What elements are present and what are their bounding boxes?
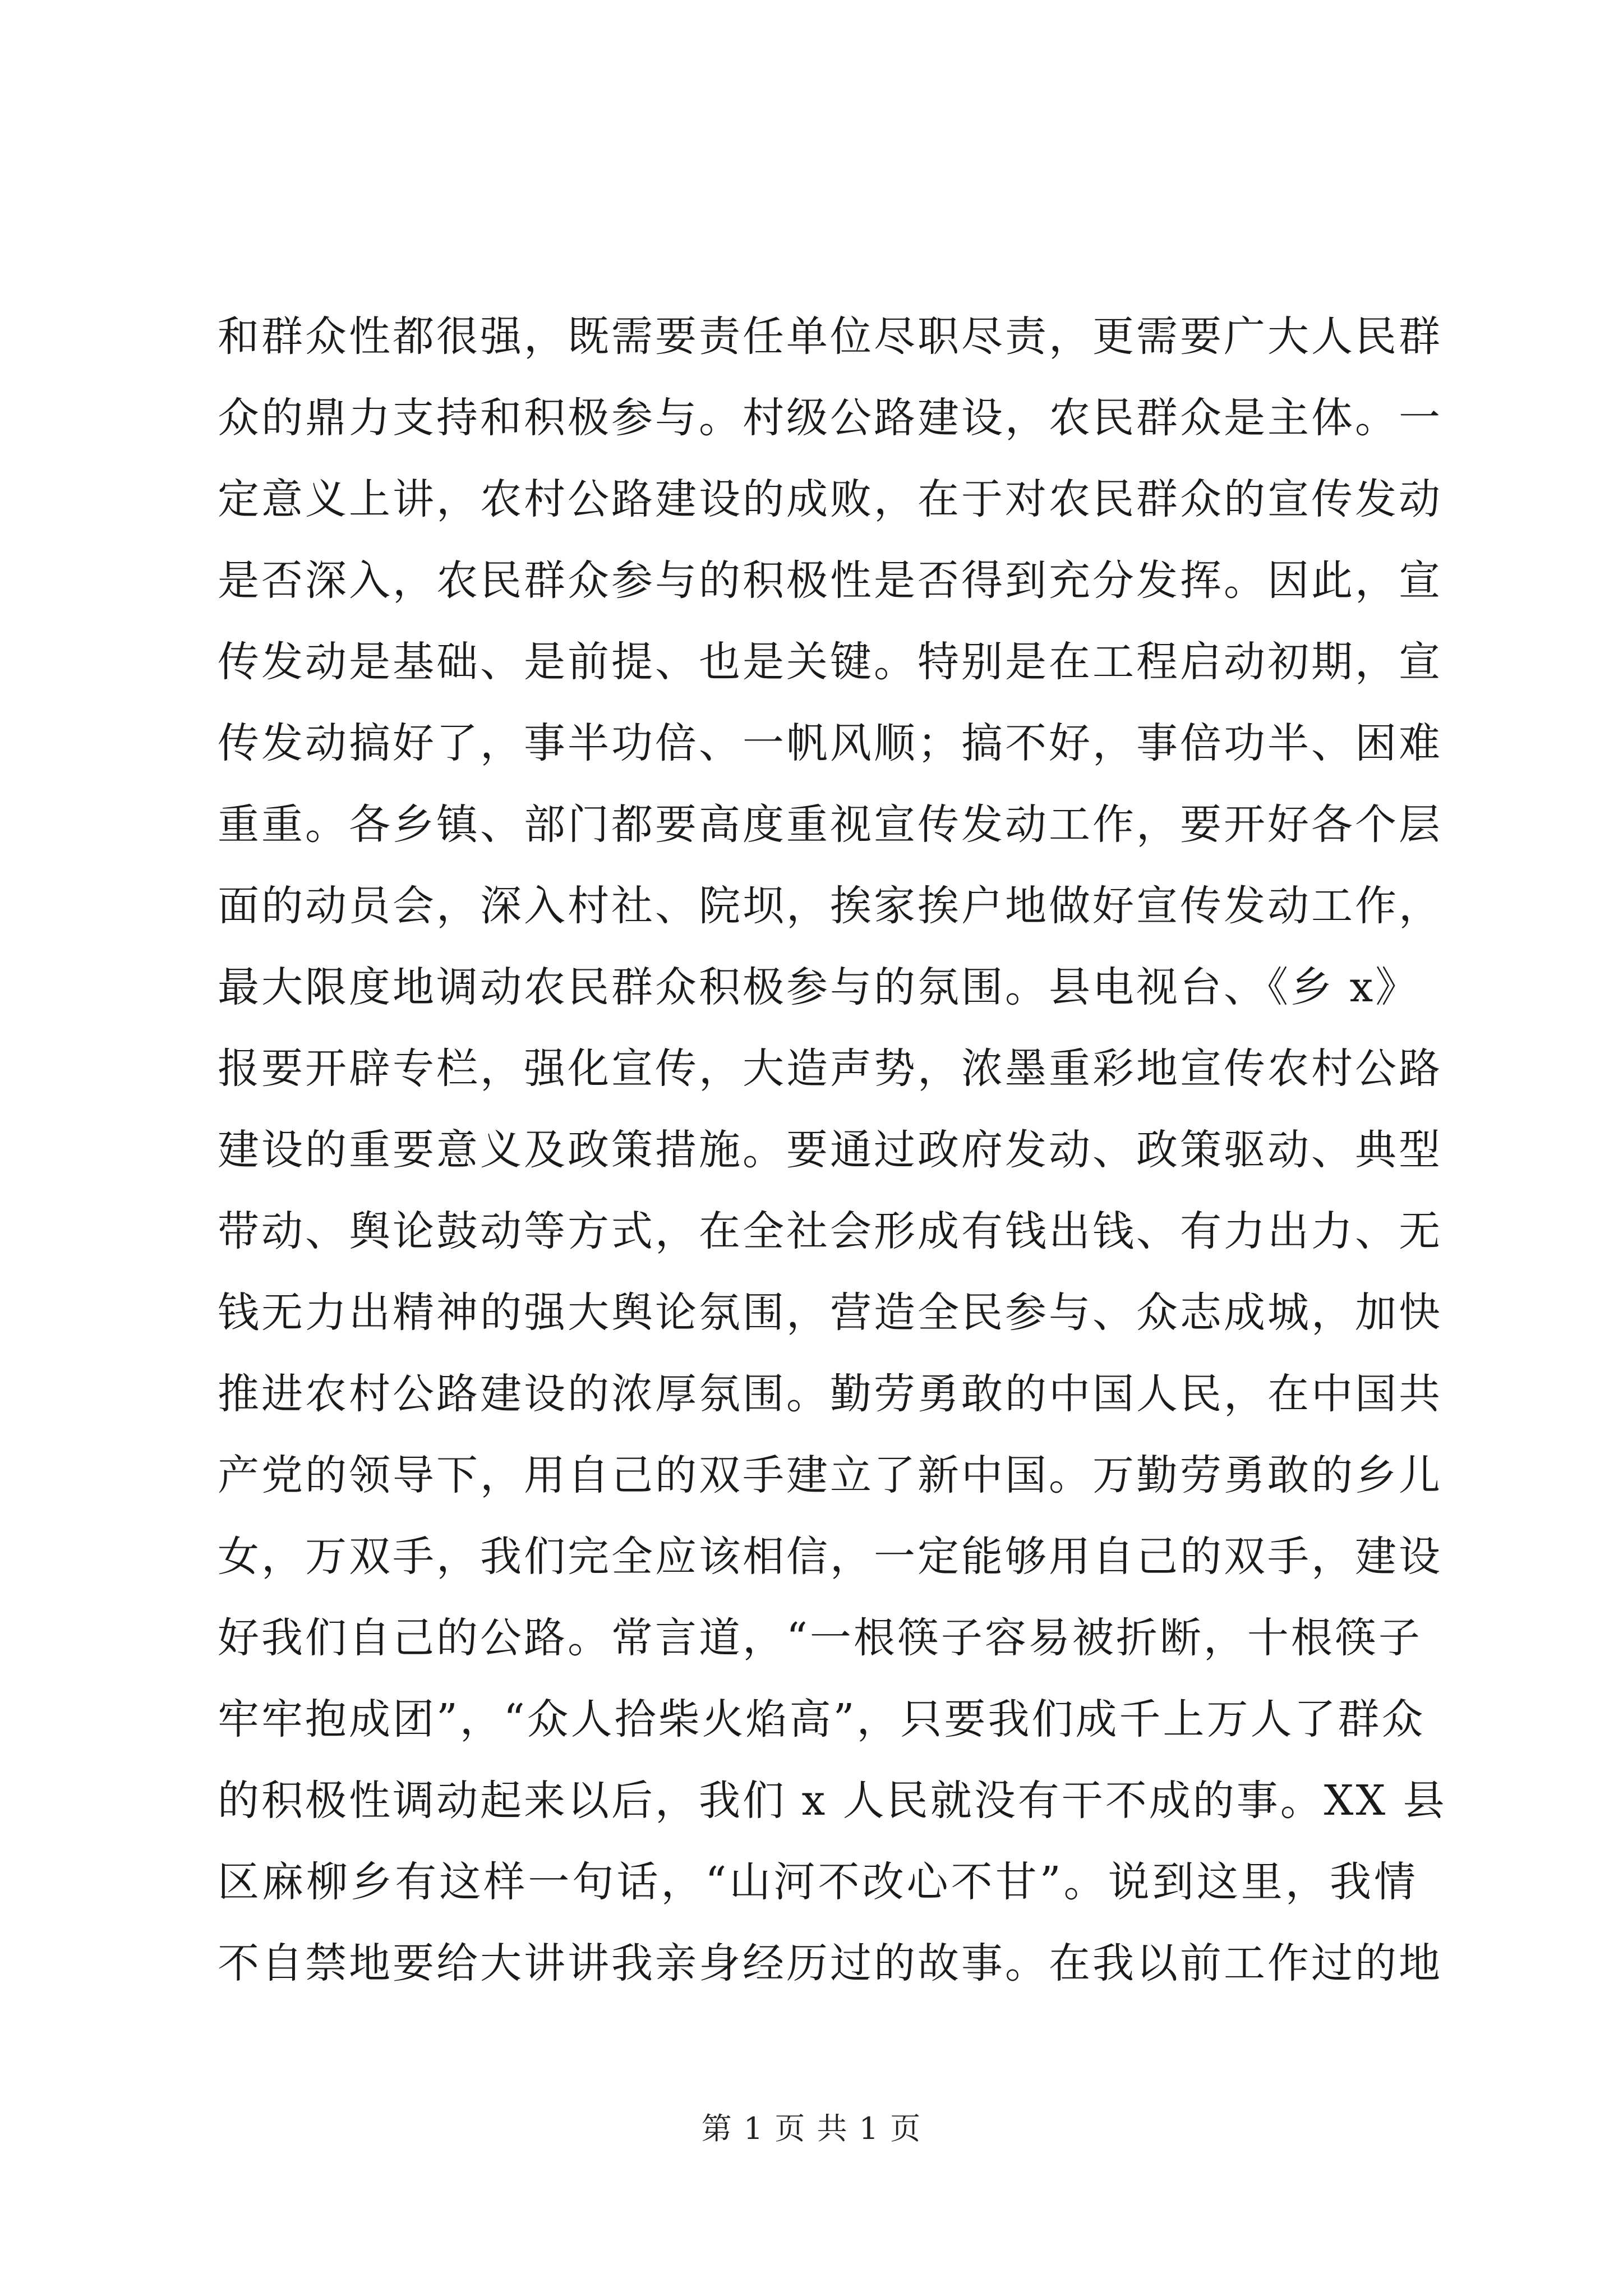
text-line: 定意义上讲，农村公路建设的成败，在于对农民群众的宣传发动 (218, 475, 1442, 523)
page-number-footer: 第 1 页 共 1 页 (701, 2111, 922, 2146)
text-line: 最大限度地调动农民群众积极参与的氛围。县电视台、《乡 x》 (218, 963, 1419, 1011)
body-text (218, 296, 1447, 2004)
text-line: 区麻柳乡有这样一句话，“山河不改心不甘”。说到这里，我情 (218, 1858, 1418, 1906)
text-line: 建设的重要意义及政策措施。要通过政府发动、政策驱动、典型 (218, 1126, 1442, 1174)
text-line: 推进农村公路建设的浓厚氛围。勤劳勇敢的中国人民，在中国共 (218, 1370, 1442, 1418)
text-line: 不自禁地要给大讲讲我亲身经历过的故事。在我以前工作过的地 (218, 1939, 1442, 1987)
text-line: 的积极性调动起来以后，我们 x 人民就没有干不成的事。XX 县 (218, 1777, 1447, 1825)
text-line: 面的动员会，深入村社、院坝，挨家挨户地做好宣传发动工作， (218, 882, 1442, 930)
text-line: 是否深入，农民群众参与的积极性是否得到充分发挥。因此，宣 (218, 556, 1442, 605)
text-line: 钱无力出精神的强大舆论氛围，营造全民参与、众志成城，加快 (218, 1289, 1442, 1337)
text-line: 带动、舆论鼓动等方式，在全社会形成有钱出钱、有力出力、无 (218, 1207, 1442, 1255)
text-line: 好我们自己的公路。常言道，“一根筷子容易被折断，十根筷子 (218, 1614, 1422, 1662)
text-line: 和群众性都很强，既需要责任单位尽职尽责，更需要广大人民群 (218, 312, 1442, 361)
text-line: 产党的领导下，用自己的双手建立了新中国。万勤劳勇敢的乡儿 (218, 1451, 1442, 1499)
text-line: 女，万双手，我们完全应该相信，一定能够用自己的双手，建设 (218, 1533, 1442, 1581)
text-line: 报要开辟专栏，强化宣传，大造声势，浓墨重彩地宣传农村公路 (218, 1045, 1442, 1093)
text-line: 重重。各乡镇、部门都要高度重视宣传发动工作，要开好各个层 (218, 800, 1442, 849)
text-line: 众的鼎力支持和积极参与。村级公路建设，农民群众是主体。一 (218, 394, 1442, 442)
text-line: 牢牢抱成团”，“众人拾柴火焰高”，只要我们成千上万人了群众 (218, 1695, 1426, 1743)
text-line: 传发动搞好了，事半功倍、一帆风顺；搞不好，事倍功半、困难 (218, 719, 1442, 767)
text-line: 传发动是基础、是前提、也是关键。特别是在工程启动初期，宣 (218, 638, 1442, 686)
